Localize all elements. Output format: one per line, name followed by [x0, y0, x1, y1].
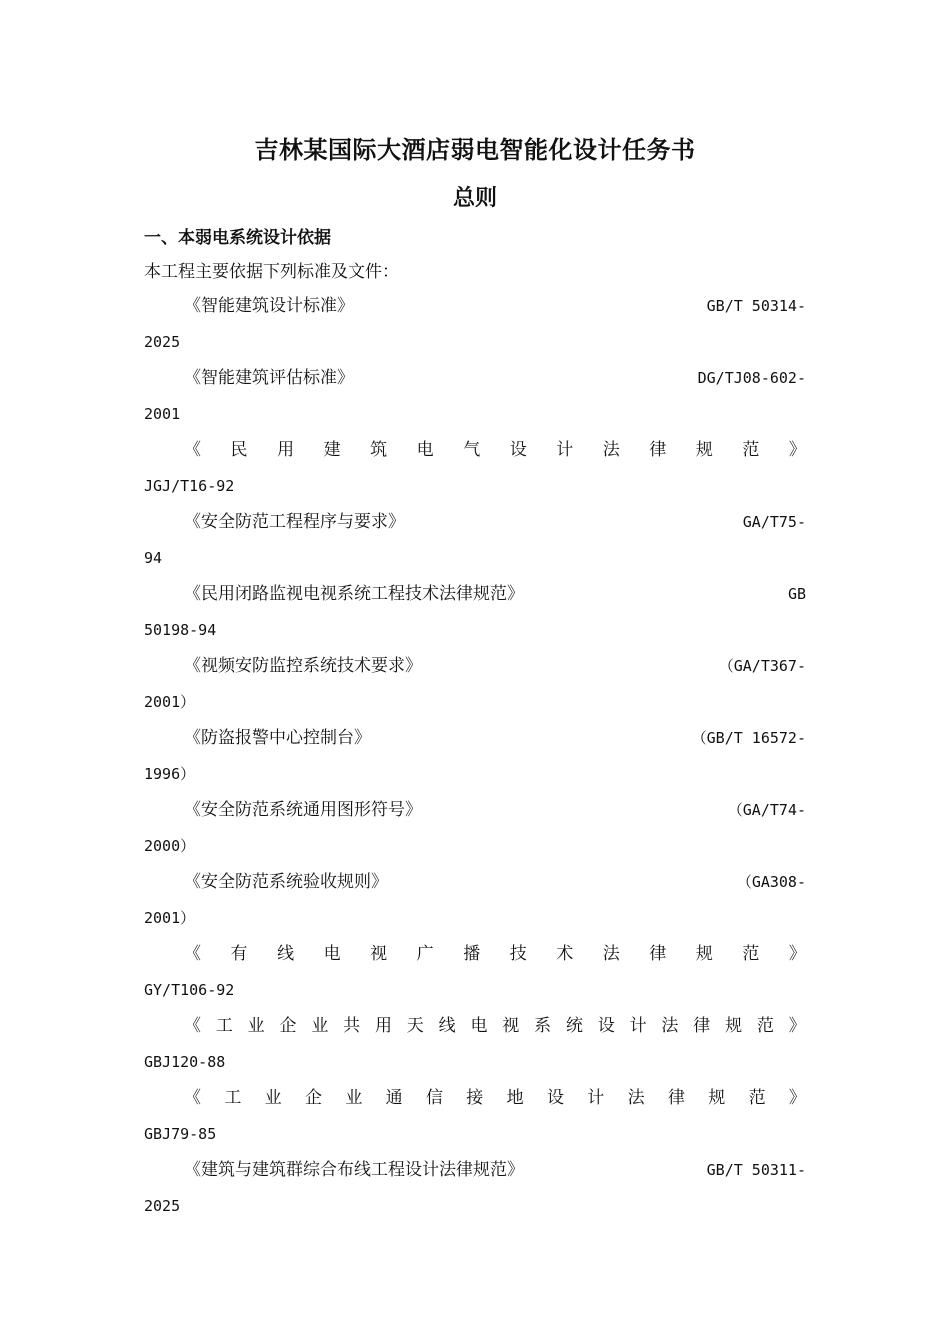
reference-name [184, 1084, 806, 1112]
reference-line [144, 508, 806, 536]
reference-char: 范 [756, 1016, 774, 1036]
reference-char: 设 [597, 1016, 615, 1036]
reference-char: 筑 [370, 440, 388, 460]
reference-char: 规 [695, 944, 713, 964]
reference-code-continuation: 2025 [144, 1197, 181, 1215]
reference-line [144, 1012, 806, 1040]
reference-char: 《 [184, 1088, 201, 1108]
reference-char: 术 [556, 944, 574, 964]
reference-code: （GA308- [736, 873, 806, 891]
reference-char: 律 [693, 1016, 711, 1036]
reference-code: GB/T 50311- [706, 1161, 806, 1179]
reference-code: GB/T 50314- [706, 297, 806, 315]
reference-name [184, 1012, 806, 1040]
reference-line [144, 940, 806, 968]
reference-item [144, 436, 806, 508]
reference-name: 《安全防范系统验收规则》 [184, 872, 388, 892]
reference-char: 法 [661, 1016, 679, 1036]
reference-char: 》 [788, 440, 806, 460]
reference-char: 工 [215, 1016, 233, 1036]
reference-line [144, 364, 806, 392]
reference-line [144, 1084, 806, 1112]
intro-paragraph: 本工程主要依据下列标准及文件： [144, 262, 399, 282]
section-heading: 一、本弱电系统设计依据 [144, 228, 331, 248]
reference-char: 通 [385, 1088, 403, 1108]
reference-code-continuation: 2025 [144, 333, 181, 351]
reference-item [144, 1156, 806, 1228]
reference-item [144, 364, 806, 436]
reference-code-continuation: 94 [144, 549, 163, 567]
reference-code-continuation: 1996） [144, 765, 196, 783]
reference-char: 电 [470, 1016, 488, 1036]
reference-code: GA/T75- [742, 513, 806, 531]
reference-char: 规 [725, 1016, 743, 1036]
reference-code: （GA/T367- [718, 657, 806, 675]
reference-item [144, 580, 806, 652]
reference-name: 《安全防范系统通用图形符号》 [184, 800, 422, 820]
reference-char: 计 [629, 1016, 647, 1036]
reference-char: 范 [748, 1088, 766, 1108]
document-title: 吉林某国际大酒店弱电智能化设计任务书 [254, 136, 696, 164]
reference-char: 技 [509, 944, 527, 964]
reference-code: DG/TJ08-602- [697, 369, 806, 387]
reference-char: 线 [277, 944, 295, 964]
reference-char: 接 [466, 1088, 484, 1108]
reference-item [144, 796, 806, 868]
reference-item [144, 940, 806, 1012]
reference-item [144, 652, 806, 724]
reference-char: 设 [509, 440, 527, 460]
reference-item [144, 868, 806, 940]
reference-item [144, 724, 806, 796]
reference-char: 统 [565, 1016, 583, 1036]
reference-code-continuation: 50198-94 [144, 621, 217, 639]
reference-char: 企 [304, 1088, 322, 1108]
reference-char: 设 [546, 1088, 564, 1108]
reference-char: 》 [788, 1016, 806, 1036]
reference-name [184, 940, 806, 968]
reference-char: 民 [230, 440, 248, 460]
reference-line [144, 724, 806, 752]
reference-line [144, 868, 806, 896]
reference-char: 业 [345, 1088, 363, 1108]
reference-char: 企 [279, 1016, 297, 1036]
reference-name: 《智能建筑设计标准》 [184, 296, 354, 316]
reference-line [144, 436, 806, 464]
reference-char: 规 [695, 440, 713, 460]
reference-name: 《安全防范工程程序与要求》 [184, 512, 405, 532]
reference-char: 计 [556, 440, 574, 460]
reference-char: 电 [323, 944, 341, 964]
reference-line [144, 796, 806, 824]
reference-name: 《民用闭路监视电视系统工程技术法律规范》 [184, 584, 524, 604]
reference-char: 共 [343, 1016, 361, 1036]
reference-line [144, 652, 806, 680]
reference-char: 业 [264, 1088, 282, 1108]
reference-char: 》 [788, 1088, 806, 1108]
reference-char: 信 [425, 1088, 443, 1108]
reference-code: （GA/T74- [727, 801, 806, 819]
reference-name: 《防盗报警中心控制台》 [184, 728, 371, 748]
reference-char: 《 [184, 440, 201, 460]
reference-char: 规 [708, 1088, 726, 1108]
reference-code-continuation: 2001 [144, 405, 181, 423]
reference-name: 《建筑与建筑群综合布线工程设计法律规范》 [184, 1160, 524, 1180]
reference-char: 广 [416, 944, 434, 964]
reference-char: 用 [374, 1016, 392, 1036]
reference-code-continuation: 2001） [144, 909, 196, 927]
reference-char: 播 [463, 944, 481, 964]
reference-char: 业 [247, 1016, 265, 1036]
reference-item [144, 292, 806, 364]
reference-char: 律 [667, 1088, 685, 1108]
reference-char: 视 [502, 1016, 520, 1036]
reference-char: 法 [627, 1088, 645, 1108]
reference-char: 建 [323, 440, 341, 460]
reference-code-continuation: 2000） [144, 837, 196, 855]
reference-item [144, 1012, 806, 1084]
reference-code-continuation: 2001） [144, 693, 196, 711]
reference-code-continuation: GBJ120-88 [144, 1053, 226, 1071]
reference-code-continuation: GY/T106-92 [144, 981, 235, 999]
reference-code-continuation: JGJ/T16-92 [144, 477, 235, 495]
reference-char: 法 [602, 944, 620, 964]
reference-char: 法 [602, 440, 620, 460]
reference-char: 》 [788, 944, 806, 964]
reference-char: 《 [184, 944, 201, 964]
reference-char: 业 [311, 1016, 329, 1036]
reference-name: 《视频安防监控系统技术要求》 [184, 656, 422, 676]
reference-char: 系 [534, 1016, 552, 1036]
reference-char: 用 [277, 440, 295, 460]
reference-item [144, 1084, 806, 1156]
reference-char: 天 [406, 1016, 424, 1036]
reference-code-continuation: GBJ79-85 [144, 1125, 217, 1143]
reference-char: 范 [742, 944, 760, 964]
reference-char: 电 [416, 440, 434, 460]
reference-char: 视 [370, 944, 388, 964]
reference-code: （GB/T 16572- [691, 729, 806, 747]
reference-char: 有 [230, 944, 248, 964]
reference-char: 律 [649, 440, 667, 460]
reference-char: 《 [184, 1016, 201, 1036]
reference-code: GB [787, 585, 806, 603]
reference-line [144, 1156, 806, 1184]
reference-char: 范 [742, 440, 760, 460]
reference-line [144, 292, 806, 320]
reference-name [184, 436, 806, 464]
reference-name: 《智能建筑评估标准》 [184, 368, 354, 388]
reference-char: 地 [506, 1088, 524, 1108]
reference-item [144, 508, 806, 580]
reference-char: 计 [587, 1088, 605, 1108]
reference-list [144, 292, 806, 1228]
document-subtitle: 总则 [452, 186, 497, 211]
reference-char: 气 [463, 440, 481, 460]
reference-char: 律 [649, 944, 667, 964]
reference-line [144, 580, 806, 608]
reference-char: 线 [438, 1016, 456, 1036]
reference-char: 工 [224, 1088, 242, 1108]
